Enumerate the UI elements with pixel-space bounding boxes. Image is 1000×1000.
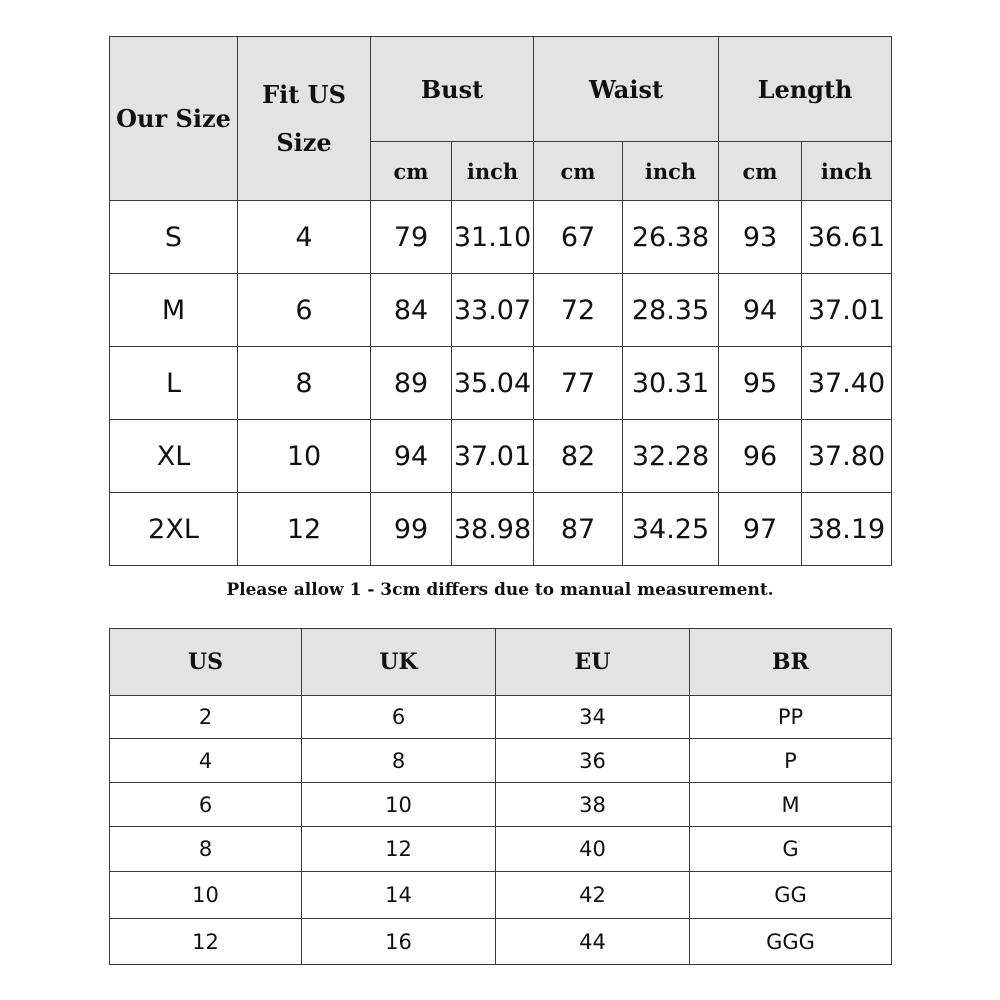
eu-cell: 44 bbox=[496, 919, 690, 965]
waist-inch-cell: 26.38 bbox=[623, 201, 719, 274]
br-cell: G bbox=[690, 827, 892, 872]
length-inch-cell: 36.61 bbox=[802, 201, 892, 274]
us-cell: 10 bbox=[110, 872, 302, 919]
bust-inch-cell: 37.01 bbox=[452, 420, 534, 493]
us-size-cell: 10 bbox=[238, 420, 371, 493]
uk-cell: 8 bbox=[302, 739, 496, 783]
header-waist-cm: cm bbox=[534, 142, 623, 201]
length-cm-cell: 96 bbox=[719, 420, 802, 493]
size-chart-table bbox=[109, 36, 892, 566]
eu-cell: 40 bbox=[496, 827, 690, 872]
br-cell: P bbox=[690, 739, 892, 783]
us-cell: 8 bbox=[110, 827, 302, 872]
table-row bbox=[110, 783, 892, 827]
length-inch-cell: 37.01 bbox=[802, 274, 892, 347]
table-row bbox=[110, 872, 892, 919]
length-cm-cell: 94 bbox=[719, 274, 802, 347]
table-row bbox=[110, 827, 892, 872]
header-br: BR bbox=[690, 629, 892, 696]
size-conversion-table bbox=[109, 628, 892, 965]
waist-cm-cell: 67 bbox=[534, 201, 623, 274]
header-our-size: Our Size bbox=[110, 37, 238, 201]
length-inch-cell: 38.19 bbox=[802, 493, 892, 566]
bust-cm-cell: 84 bbox=[371, 274, 452, 347]
header-us: US bbox=[110, 629, 302, 696]
bust-inch-cell: 31.10 bbox=[452, 201, 534, 274]
eu-cell: 38 bbox=[496, 783, 690, 827]
table-row bbox=[110, 347, 892, 420]
waist-cm-cell: 87 bbox=[534, 493, 623, 566]
measurement-note: Please allow 1 - 3cm differs due to manual measurement. bbox=[226, 580, 774, 600]
waist-inch-cell: 28.35 bbox=[623, 274, 719, 347]
length-cm-cell: 93 bbox=[719, 201, 802, 274]
uk-cell: 12 bbox=[302, 827, 496, 872]
us-cell: 6 bbox=[110, 783, 302, 827]
waist-inch-cell: 30.31 bbox=[623, 347, 719, 420]
size-cell: XL bbox=[110, 420, 238, 493]
size-cell: L bbox=[110, 347, 238, 420]
length-inch-cell: 37.80 bbox=[802, 420, 892, 493]
length-cm-cell: 95 bbox=[719, 347, 802, 420]
uk-cell: 10 bbox=[302, 783, 496, 827]
size-cell: 2XL bbox=[110, 493, 238, 566]
br-cell: M bbox=[690, 783, 892, 827]
bust-inch-cell: 38.98 bbox=[452, 493, 534, 566]
br-cell: GGG bbox=[690, 919, 892, 965]
us-cell: 2 bbox=[110, 696, 302, 739]
waist-cm-cell: 72 bbox=[534, 274, 623, 347]
us-size-cell: 6 bbox=[238, 274, 371, 347]
uk-cell: 14 bbox=[302, 872, 496, 919]
header-bust-inch: inch bbox=[452, 142, 534, 201]
waist-inch-cell: 32.28 bbox=[623, 420, 719, 493]
uk-cell: 16 bbox=[302, 919, 496, 965]
header-waist: Waist bbox=[534, 37, 719, 142]
waist-inch-cell: 34.25 bbox=[623, 493, 719, 566]
table-row bbox=[110, 274, 892, 347]
header-length-inch: inch bbox=[802, 142, 892, 201]
bust-inch-cell: 35.04 bbox=[452, 347, 534, 420]
bust-cm-cell: 79 bbox=[371, 201, 452, 274]
br-cell: GG bbox=[690, 872, 892, 919]
us-size-cell: 8 bbox=[238, 347, 371, 420]
table-row bbox=[110, 201, 892, 274]
header-waist-inch: inch bbox=[623, 142, 719, 201]
bust-inch-cell: 33.07 bbox=[452, 274, 534, 347]
table-row bbox=[110, 696, 892, 739]
uk-cell: 6 bbox=[302, 696, 496, 739]
conversion-table-body bbox=[110, 696, 892, 965]
us-size-cell: 12 bbox=[238, 493, 371, 566]
eu-cell: 42 bbox=[496, 872, 690, 919]
bust-cm-cell: 99 bbox=[371, 493, 452, 566]
length-cm-cell: 97 bbox=[719, 493, 802, 566]
header-bust-cm: cm bbox=[371, 142, 452, 201]
table-row bbox=[110, 739, 892, 783]
header-eu: EU bbox=[496, 629, 690, 696]
bust-cm-cell: 94 bbox=[371, 420, 452, 493]
table-row bbox=[110, 919, 892, 965]
header-length: Length bbox=[719, 37, 892, 142]
header-length-cm: cm bbox=[719, 142, 802, 201]
table-row bbox=[110, 493, 892, 566]
us-cell: 4 bbox=[110, 739, 302, 783]
table-row bbox=[110, 420, 892, 493]
header-uk: UK bbox=[302, 629, 496, 696]
length-inch-cell: 37.40 bbox=[802, 347, 892, 420]
waist-cm-cell: 82 bbox=[534, 420, 623, 493]
bust-cm-cell: 89 bbox=[371, 347, 452, 420]
size-cell: S bbox=[110, 201, 238, 274]
size-table-body bbox=[110, 201, 892, 566]
us-cell: 12 bbox=[110, 919, 302, 965]
eu-cell: 34 bbox=[496, 696, 690, 739]
size-cell: M bbox=[110, 274, 238, 347]
header-bust: Bust bbox=[371, 37, 534, 142]
eu-cell: 36 bbox=[496, 739, 690, 783]
us-size-cell: 4 bbox=[238, 201, 371, 274]
waist-cm-cell: 77 bbox=[534, 347, 623, 420]
br-cell: PP bbox=[690, 696, 892, 739]
header-fit-us-size: Fit US Size bbox=[238, 37, 371, 201]
